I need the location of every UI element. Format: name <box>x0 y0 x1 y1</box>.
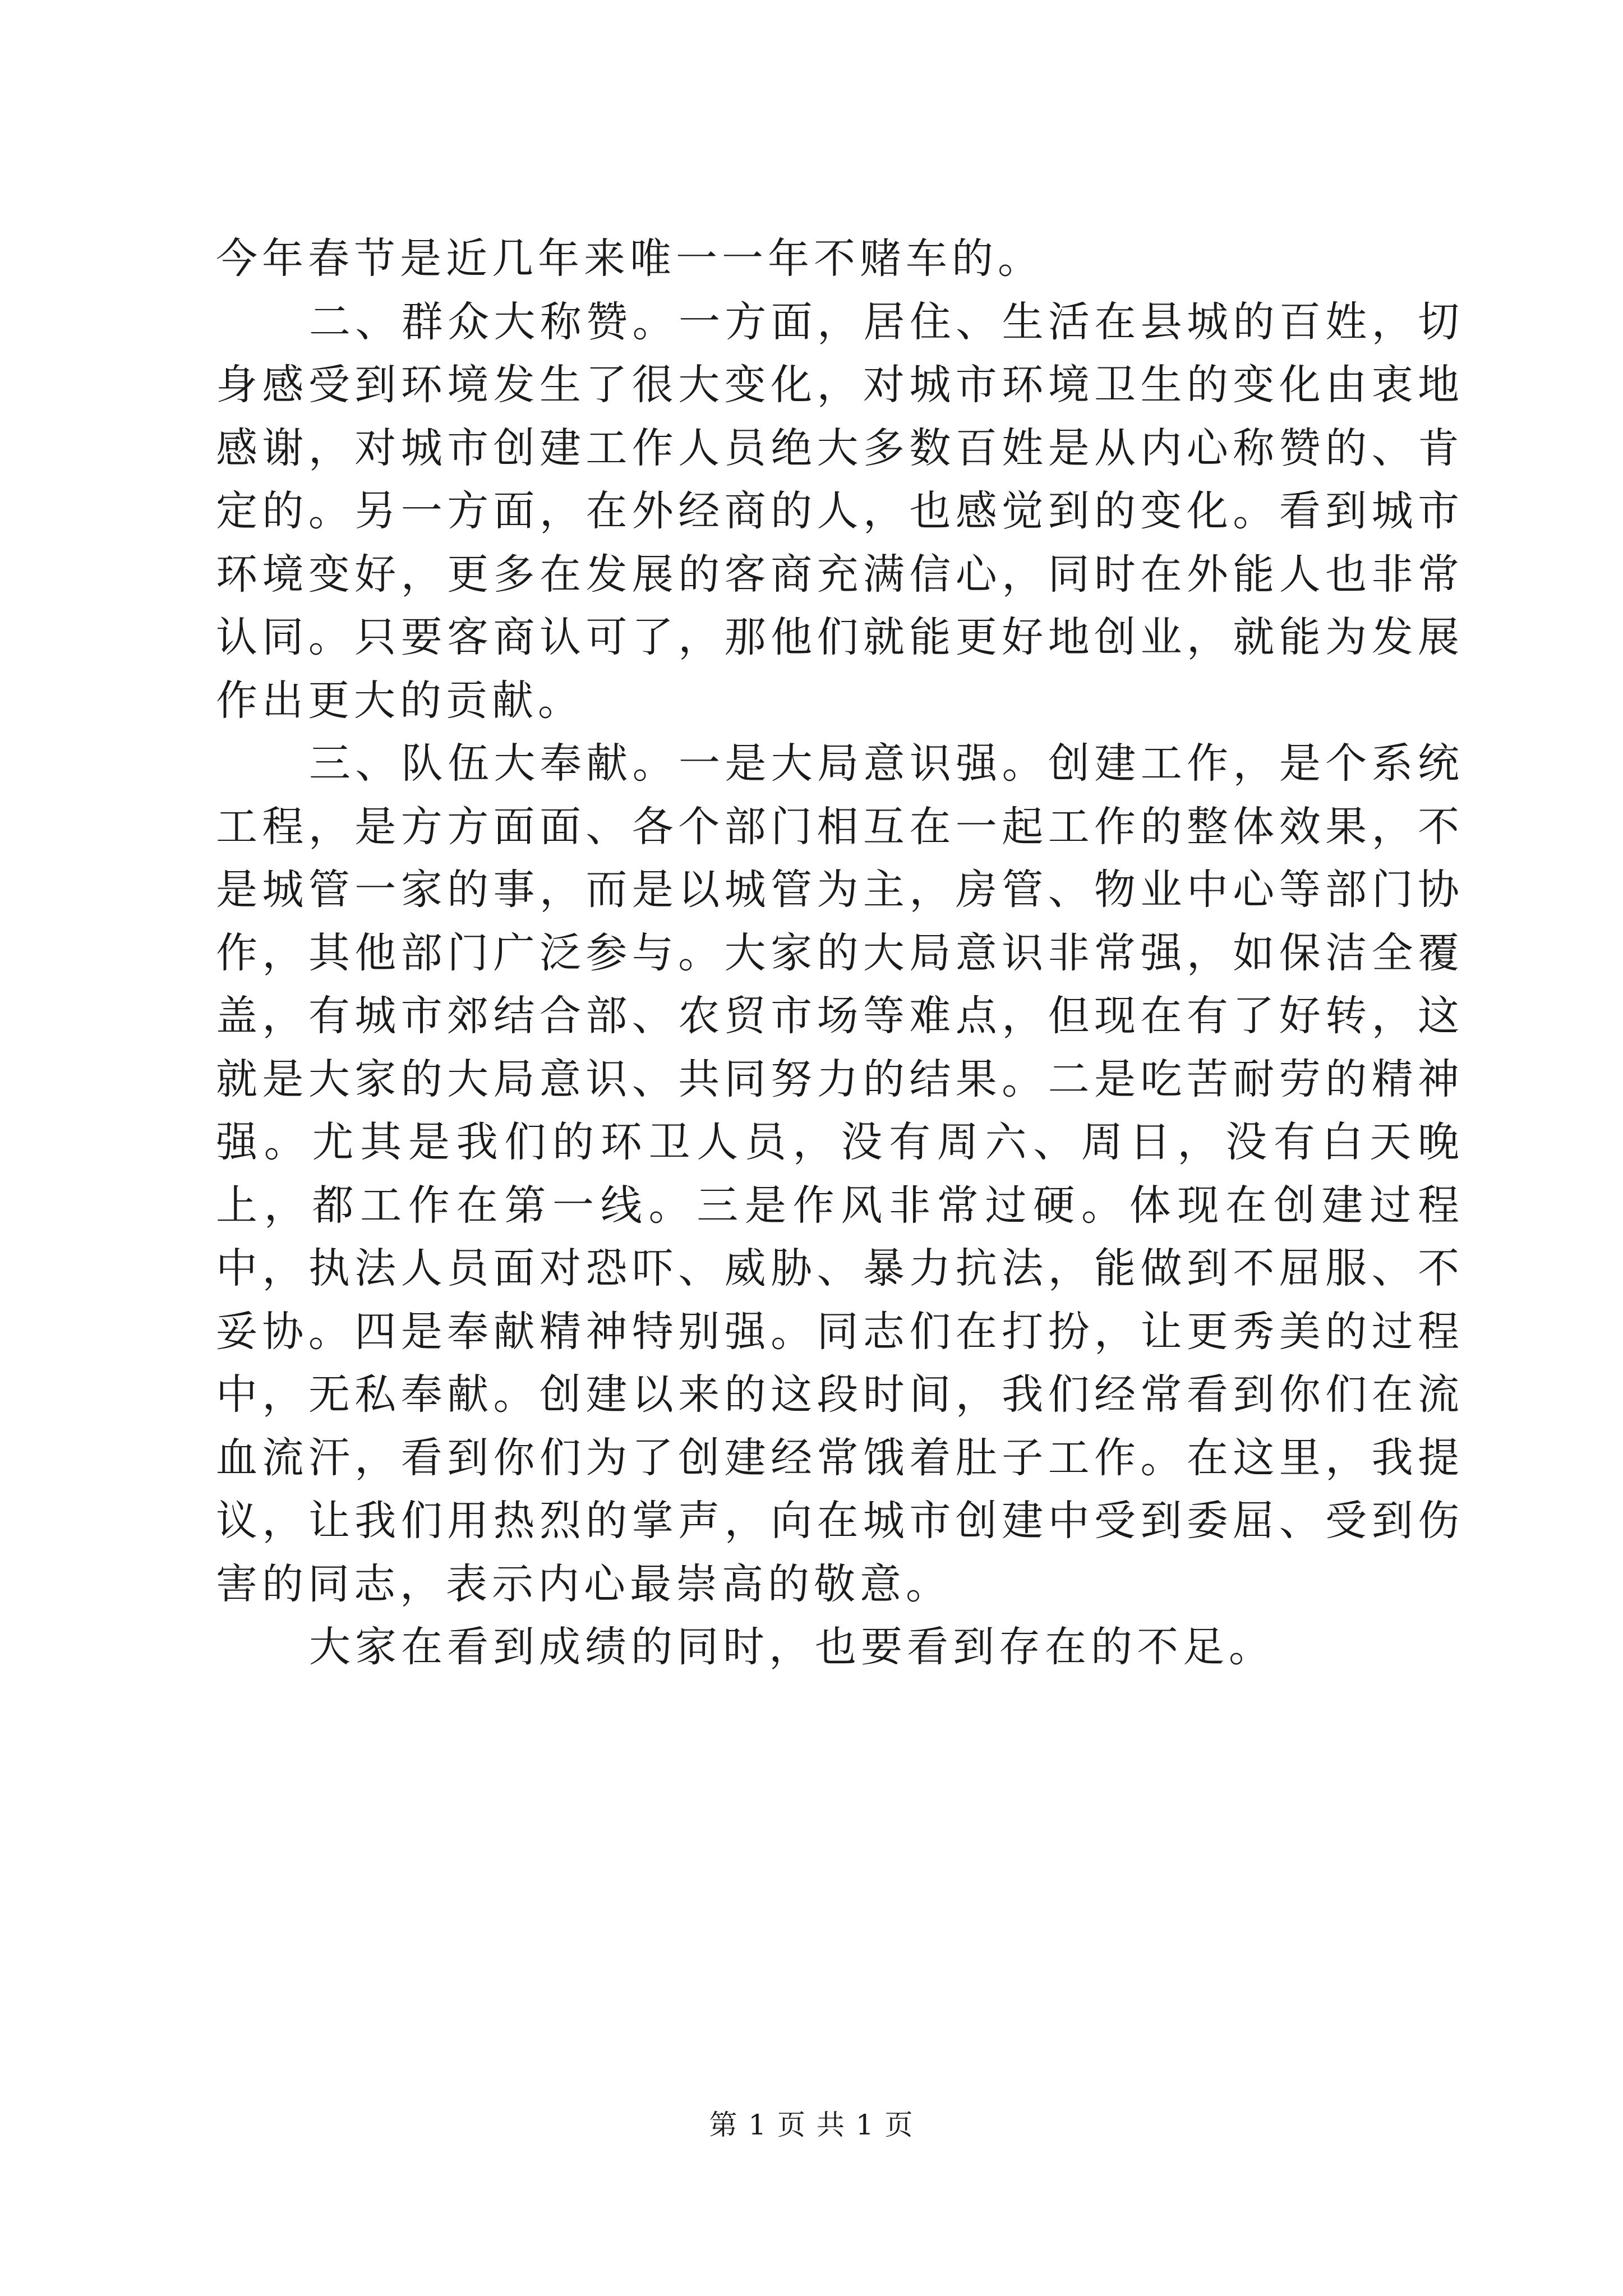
page-footer: 第 1 页 共 1 页 <box>709 2109 914 2141</box>
paragraph-4: 大家在看到成绩的同时，也要看到存在的不足。 <box>309 1623 1275 1671</box>
document-body <box>216 227 1464 1679</box>
paragraph-1: 今年春节是近几年来唯一一年不赌车的。 <box>216 234 1044 283</box>
paragraph-2: 二、群众大称赞。一方面，居住、生活在县城的百姓，切身感受到环境发生了很大变化，对城市环境卫生的变化由衷地感谢，对城市创建工作人员绝大多数百姓是从内心称赞的、肯定的。另一方面，在外经商的人，也感觉到的变化。看到城市环境变好，更多在发展的客商充满信心，同时在外能人也非常认同。只要客商认可了，那他们就能更好地创业，就能为发展作出更大的贡献。 <box>216 297 1464 725</box>
paragraph-3: 三、队伍大奉献。一是大局意识强。创建工作，是个系统工程，是方方面面、各个部门相互在一起工作的整体效果，不是城管一家的事，而是以城管为主，房管、物业中心等部门协作，其他部门广泛参与。大家的大局意识非常强，如保洁全覆盖，有城市郊结合部、农贸市场等难点，但现在有了好转，这就是大家的大局意识、共同努力的结果。二是吃苦耐劳的精神强。尤其是我们的环卫人员，没有周六、周日，没有白天晚上，都工作在第一线。三是作风非常过硬。体现在创建过程中，执法人员面对恐吓、威胁、暴力抗法，能做到不屈服、不妥协。四是奉献精神特别强。同志们在打扮，让更秀美的过程中，无私奉献。创建以来的这段时间，我们经常看到你们在流血流汗，看到你们为了创建经常饿着肚子工作。在这里，我提议，让我们用热烈的掌声，向在城市创建中受到委屈、受到伤害的同志，表示内心最崇高的敬意。 <box>216 739 1464 1608</box>
